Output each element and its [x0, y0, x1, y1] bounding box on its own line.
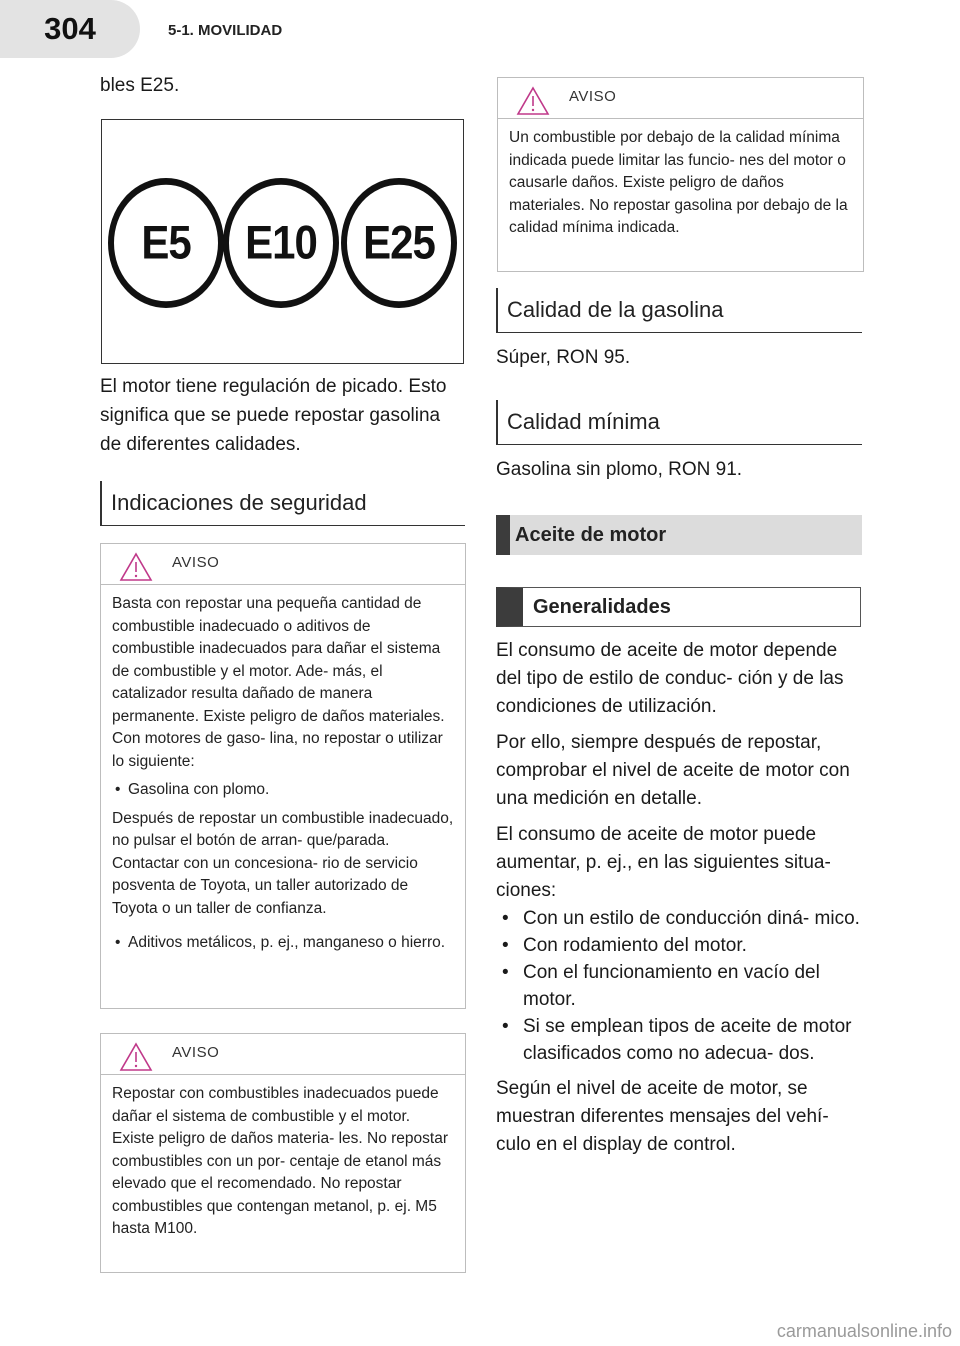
ethanol-label-figure [101, 119, 464, 364]
notice-paragraph: Basta con repostar una pequeña cantidad de combustible inadecuado o aditivos de combustible inadecuados para dañar el sistema de combustible y el motor. Ade- más, el catalizador resulta dañado de manera permanente. Existe peligro de daños materiales. Con motores de gaso- lina, no repostar o utilizar lo siguiente: [112, 595, 445, 770]
list-item: • Con rodamiento del motor. [496, 932, 862, 959]
notice-box-1 [100, 543, 466, 1009]
notice-title: AVISO [569, 88, 617, 105]
oil-paragraph: Por ello, siempre después de repostar, comprobar el nivel de aceite de motor con una medición en detalle. [496, 732, 850, 809]
oil-paragraph: El consumo de aceite de motor depende del tipo de estilo de conduc- ción y de las condiciones de utilización. [496, 640, 844, 717]
notice-paragraph: Repostar con combustibles inadecuados puede dañar el sistema de combustible y el motor. Existe peligro de daños materia- les. No repostar combustibles con un por- centaje de etanol más elevado que el recomendado. No repostar combustibles que contengan metanol, p. ej. M5 hasta M100. [112, 1085, 448, 1237]
notice-body [498, 119, 863, 256]
notice-bullet: • Aditivos metálicos, p. ej., manganeso o hierro. [112, 932, 454, 955]
warning-triangle-icon [119, 552, 153, 582]
notice-header [101, 1034, 465, 1075]
oil-paragraph: El consumo de aceite de motor puede aumentar, p. ej., en las siguientes situa- ciones: [496, 824, 831, 901]
minimum-quality-heading: Calidad mínima [496, 400, 862, 445]
knock-control-paragraph: El motor tiene regulación de picado. Esto significa que se puede repostar gasolina de diferentes calidades. [100, 376, 447, 455]
gasoline-quality-heading: Calidad de la gasolina [496, 288, 862, 333]
notice-title: AVISO [172, 1044, 220, 1061]
notice-body [101, 1075, 465, 1257]
notice-header [101, 544, 465, 585]
engine-oil-heading: Aceite de motor [496, 515, 862, 555]
warning-triangle-icon [119, 1042, 153, 1072]
watermark: carmanualsonline.info [776, 1321, 952, 1341]
gasoline-quality-text: Súper, RON 95. [496, 347, 631, 368]
notice-bullet: • Gasolina con plomo. [112, 779, 454, 802]
list-item: • Si se emplean tipos de aceite de motor clasificados como no adecua- dos. [496, 1013, 862, 1067]
badge-e5: E5 [108, 178, 224, 308]
badge-e25: E25 [341, 178, 457, 308]
notice-body [101, 585, 465, 971]
minimum-quality-text: Gasolina sin plomo, RON 91. [496, 459, 743, 480]
general-heading: Generalidades [496, 587, 861, 627]
list-item: • Con el funcionamiento en vacío del motor. [496, 959, 862, 1013]
notice-paragraph: Un combustible por debajo de la calidad mínima indicada puede limitar las funcio- nes del motor o causarle daños. Existe peligro de daños materiales. No repostar gasolina por debajo de la calidad mínima indicada. [509, 129, 848, 236]
safety-heading: Indicaciones de seguridad [100, 481, 465, 526]
list-item: • Con un estilo de conducción diná- mico. [496, 905, 862, 932]
notice-header [498, 78, 863, 119]
page-number: 304 [0, 0, 140, 58]
oil-paragraph: Según el nivel de aceite de motor, se muestran diferentes mensajes del vehí- culo en el display de control. [496, 1078, 829, 1155]
badge-e10: E10 [223, 178, 339, 308]
notice-title: AVISO [172, 554, 220, 571]
page-header [0, 0, 960, 60]
notice-box-2 [100, 1033, 466, 1273]
intro-text: bles E25. [100, 75, 180, 96]
engine-oil-section [496, 637, 862, 1159]
notice-box-3 [497, 77, 864, 272]
oil-conditions-list [496, 905, 862, 1067]
warning-triangle-icon [516, 86, 550, 116]
section-label: 5-1. MOVILIDAD [168, 22, 283, 39]
notice-paragraph: Después de repostar un combustible inadecuado, no pulsar el botón de arran- que/parada. Contactar con un concesiona- rio de servicio posventa de Toyota, un taller autorizado de Toyota o un taller de confianza. [112, 809, 454, 917]
